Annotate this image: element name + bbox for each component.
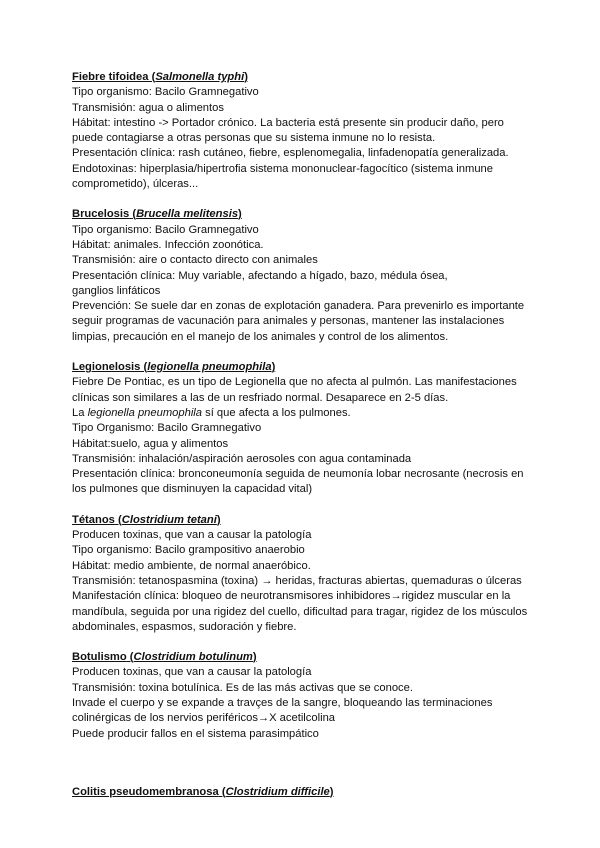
text-line: Tipo Organismo: Bacilo Gramnegativo (72, 422, 262, 435)
text-line: limpias, precaución en el manejo de los animales y control de los alimentos. (72, 330, 449, 343)
text-line: Prevención: Se suele dar en zonas de explotación ganadera. Para prevenirlo es importante (72, 300, 525, 313)
section-heading: Colitis pseudomembranosa (Clostridium difficile) (72, 785, 334, 798)
text-line: Transmisión: agua o alimentos (72, 101, 224, 114)
text-line: Hábitat: animales. Infección zoonótica. (72, 238, 264, 251)
text-line: Puede producir fallos en el sistema parasimpático (72, 727, 319, 740)
text-line: Endotoxinas: hiperplasia/hipertrofia sistema mononuclear-fagocítico (sistema inmune (72, 162, 493, 175)
section-heading: Legionelosis (legionella pneumophila) (72, 361, 276, 374)
section-heading: Brucelosis (Brucella melitensis) (72, 208, 242, 221)
text-line: Producen toxinas, que van a causar la patología (72, 529, 312, 542)
section-heading: Botulismo (Clostridium botulinum) (72, 651, 257, 664)
text-line: Invade el cuerpo y se expande a travçes de la sangre, bloqueando las terminaciones (72, 696, 493, 709)
text-line: los pulmones que disminuyen la capacidad vital) (72, 483, 313, 496)
species-name: Brucella melitensis (136, 208, 239, 221)
text-line: Hábitat: medio ambiente, de normal anaeróbico. (72, 559, 311, 572)
species-name: legionella pneumophila (147, 361, 272, 374)
species-name: Clostridium difficile (225, 785, 330, 798)
section-brucelosis (72, 207, 560, 345)
text-line: Transmisión: inhalación/aspiración aerosoles con agua contaminada (72, 452, 412, 465)
text-line: Transmisión: toxina botulínica. Es de las más activas que se conoce. (72, 681, 413, 694)
section-heading: Fiebre tifoidea (Salmonella typhi) (72, 71, 248, 83)
text-line: clínicas son similares a las de un resfriado normal. Desaparece en 2-5 días. (72, 391, 449, 404)
species-name: Salmonella typhi (155, 71, 245, 83)
text-line: Presentación clínica: rash cutáneo, fiebre, esplenomegalia, linfadenopatía generalizada. (72, 147, 509, 160)
section-heading: Tétanos (Clostridium tetani) (72, 513, 221, 526)
text-line: Hábitat:suelo, agua y alimentos (72, 437, 229, 450)
text-line: ganglios linfáticos (72, 284, 161, 297)
species-name: Clostridium botulinum (133, 651, 253, 664)
text-line: Hábitat: intestino -> Portador crónico. La bacteria está presente sin producir daño, pero (72, 116, 504, 129)
text-line: puede contagiarse a otras personas que su sistema inmune no lo resista. (72, 132, 436, 145)
blank-space (72, 757, 560, 785)
text-line: mandíbula, seguida por una rigidez del cuello, dificultad para tragar, rigidez de los músculos (72, 605, 528, 618)
section-fiebre-tifoidea (72, 70, 560, 192)
species-name: Clostridium tetani (121, 513, 217, 526)
text-line: abdominales, espasmos, sudoración y fiebre. (72, 620, 297, 633)
text-line: comprometido), úlceras... (72, 178, 199, 191)
text-line: Producen toxinas, que van a causar la patología (72, 666, 312, 679)
text-line: Transmisión: aire o contacto directo con animales (72, 254, 318, 267)
section-botulismo (72, 650, 560, 742)
text-line: Transmisión: tetanospasmina (toxina) → heridas, fracturas abiertas, quemaduras o úlceras (72, 574, 522, 587)
section-colitis (72, 785, 560, 800)
section-legionelosis (72, 360, 560, 498)
text-line-italic-species: La legionella pneumophila sí que afecta a los pulmones. (72, 406, 351, 419)
text-line: Presentación clínica: Muy variable, afectando a hígado, bazo, médula ósea, (72, 269, 448, 282)
text-line: Presentación clínica: bronconeumonía seguida de neumonía lobar necrosante (necrosis en (72, 468, 524, 481)
section-tetanos (72, 513, 560, 635)
text-line: seguir programas de vacunación para animales y personas, mantener las instalaciones (72, 315, 505, 328)
text-line: colinérgicas de los nervios periféricos→X acetilcolina (72, 712, 336, 725)
text-line: Tipo organismo: Bacilo Gramnegativo (72, 86, 259, 99)
text-line: Tipo organismo: Bacilo Gramnegativo (72, 223, 259, 236)
text-line: Tipo organismo: Bacilo grampositivo anaerobio (72, 544, 305, 557)
text-line: Manifestación clínica: bloqueo de neurotransmisores inhibidores→rigidez muscular en la (72, 590, 511, 603)
text-line: Fiebre De Pontiac, es un tipo de Legionella que no afecta al pulmón. Las manifestaciones (72, 376, 517, 389)
